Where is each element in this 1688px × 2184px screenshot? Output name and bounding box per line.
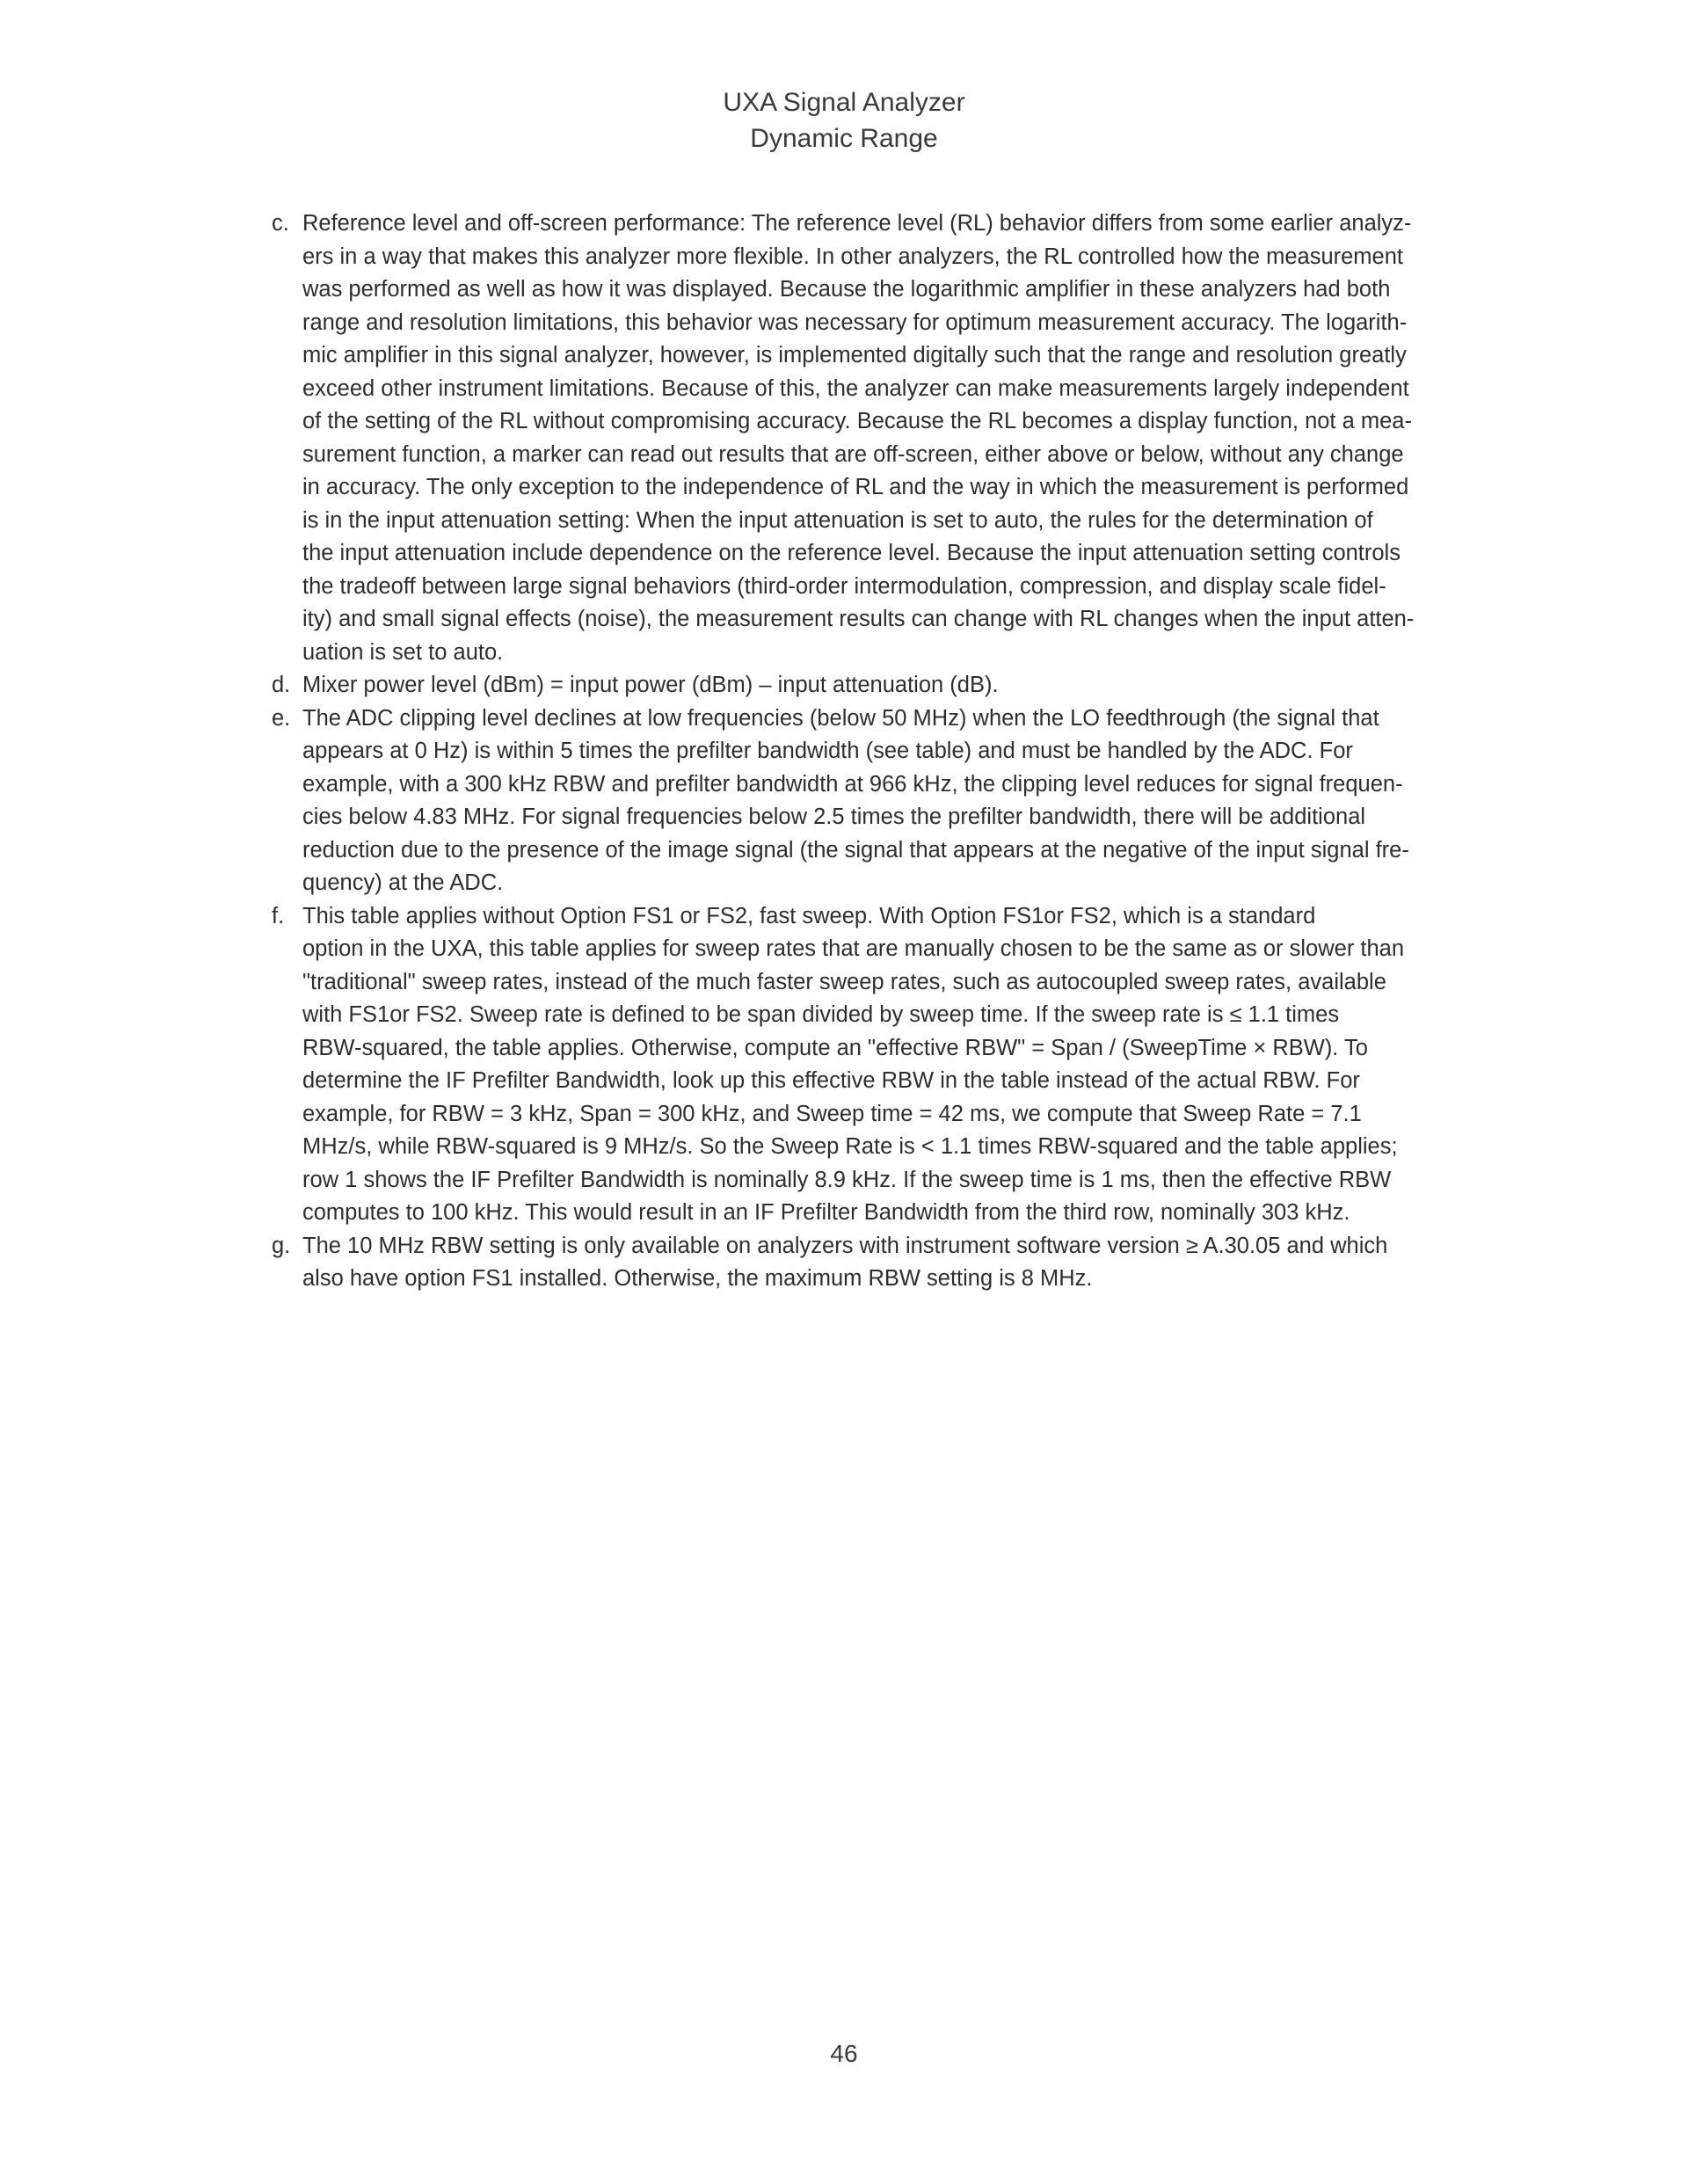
footnote-line: example, for RBW = 3 kHz, Span = 300 kHz, and Sweep time = 42 ms, we compute that Sweep Rate = 7.1: [302, 1101, 1362, 1126]
header-title: UXA Signal Analyzer: [723, 88, 965, 117]
footnote-line: was performed as well as how it was displayed. Because the logarithmic amplifier in these analyzers had both: [302, 277, 1391, 302]
footnote-line: RBW-squared, the table applies. Otherwise, compute an "effective RBW" = Span / (SweepTime × RBW). To: [302, 1035, 1368, 1060]
footnote-line: reduction due to the presence of the image signal (the signal that appears at the negative of the input signal fre-: [302, 837, 1409, 863]
page-number: 46: [830, 2040, 858, 2067]
footnote-text: [302, 703, 1457, 900]
footnote-line: in accuracy. The only exception to the independence of RL and the way in which the measurement is performed: [302, 475, 1409, 499]
footnote-line: option in the UXA, this table applies for sweep rates that are manually chosen to be the same as or slower than: [302, 936, 1405, 961]
footnote-line: Reference level and off-screen performance: The reference level (RL) behavior differs from some earlier analyz-: [302, 211, 1412, 236]
page-header: [0, 84, 1688, 157]
footnote-text: [302, 669, 1457, 703]
footnote-line: example, with a 300 kHz RBW and prefilter bandwidth at 966 kHz, the clipping level reduces for signal frequen-: [302, 771, 1403, 797]
footnote-line: exceed other instrument limitations. Because of this, the analyzer can make measurements largely independent: [302, 375, 1409, 401]
footnotes-list: [261, 207, 1457, 1296]
footnote-letter: f.: [272, 903, 285, 928]
footnote-line: with FS1or FS2. Sweep rate is defined to be span divided by sweep time. If the sweep rate is ≤ 1.1 times: [302, 1002, 1340, 1027]
footnote-item: [261, 669, 1457, 703]
footnote-letter: g.: [272, 1233, 291, 1258]
footnote-line: This table applies without Option FS1 or FS2, fast sweep. With Option FS1or FS2, which is a standard: [302, 903, 1316, 928]
footnote-line: quency) at the ADC.: [302, 870, 504, 895]
footnote-line: cies below 4.83 MHz. For signal frequencies below 2.5 times the prefilter bandwidth, there will be additional: [302, 804, 1366, 829]
footnote-text: [302, 207, 1457, 669]
footnote-line: of the setting of the RL without compromising accuracy. Because the RL becomes a display function, not a mea-: [302, 409, 1412, 433]
footnote-item: [261, 900, 1457, 1230]
footnote-item: [261, 1230, 1457, 1296]
footnote-line: uation is set to auto.: [302, 639, 504, 665]
footnote-letter: d.: [272, 673, 291, 697]
footnote-line: the tradeoff between large signal behaviors (third-order intermodulation, compression, and display scale fidel-: [302, 573, 1386, 599]
footnote-line: ers in a way that makes this analyzer more flexible. In other analyzers, the RL controlled how the measurement: [302, 244, 1403, 269]
footnote-line: The 10 MHz RBW setting is only available on analyzers with instrument software version ≥ A.30.05 and which: [302, 1233, 1388, 1258]
footnote-text: [302, 1230, 1457, 1296]
footnote-letter: c.: [272, 211, 289, 236]
header-subtitle: Dynamic Range: [750, 124, 938, 153]
footnote-line: determine the IF Prefilter Bandwidth, look up this effective RBW in the table instead of the actual RBW. For: [302, 1068, 1360, 1093]
footnote-line: MHz/s, while RBW-squared is 9 MHz/s. So the Sweep Rate is < 1.1 times RBW-squared and the table applies;: [302, 1134, 1398, 1159]
footnote-line: the input attenuation include dependence on the reference level. Because the input attenuation setting controls: [302, 541, 1401, 565]
footnote-text: [302, 900, 1457, 1230]
footnote-line: also have option FS1 installed. Otherwise, the maximum RBW setting is 8 MHz.: [302, 1266, 1093, 1291]
footnote-line: The ADC clipping level declines at low frequencies (below 50 MHz) when the LO feedthrough (the signal that: [302, 705, 1379, 731]
footnote-line: ity) and small signal effects (noise), the measurement results can change with RL changes when the input atten-: [302, 607, 1415, 631]
footnote-line: "traditional" sweep rates, instead of the much faster sweep rates, such as autocoupled sweep rates, available: [302, 969, 1386, 994]
footnote-letter: e.: [272, 705, 291, 731]
footnote-line: Mixer power level (dBm) = input power (dBm) – input attenuation (dB).: [302, 673, 999, 697]
footnote-line: surement function, a marker can read out results that are off-screen, either above or below, without any change: [302, 441, 1404, 467]
footnote-item: [261, 703, 1457, 900]
footnote-item: [261, 207, 1457, 669]
footnote-line: appears at 0 Hz) is within 5 times the prefilter bandwidth (see table) and must be handled by the ADC. For: [302, 739, 1353, 763]
footnote-line: mic amplifier in this signal analyzer, however, is implemented digitally such that the range and resolution greatly: [302, 343, 1407, 368]
footnote-line: is in the input attenuation setting: When the input attenuation is set to auto, the rules for the determination of: [302, 507, 1373, 533]
footnote-line: row 1 shows the IF Prefilter Bandwidth is nominally 8.9 kHz. If the sweep time is 1 ms, then the effective RBW: [302, 1167, 1392, 1192]
footnote-line: range and resolution limitations, this behavior was necessary for optimum measurement accuracy. The logarith-: [302, 309, 1408, 335]
footnote-line: computes to 100 kHz. This would result in an IF Prefilter Bandwidth from the third row, nominally 303 kHz.: [302, 1200, 1350, 1225]
